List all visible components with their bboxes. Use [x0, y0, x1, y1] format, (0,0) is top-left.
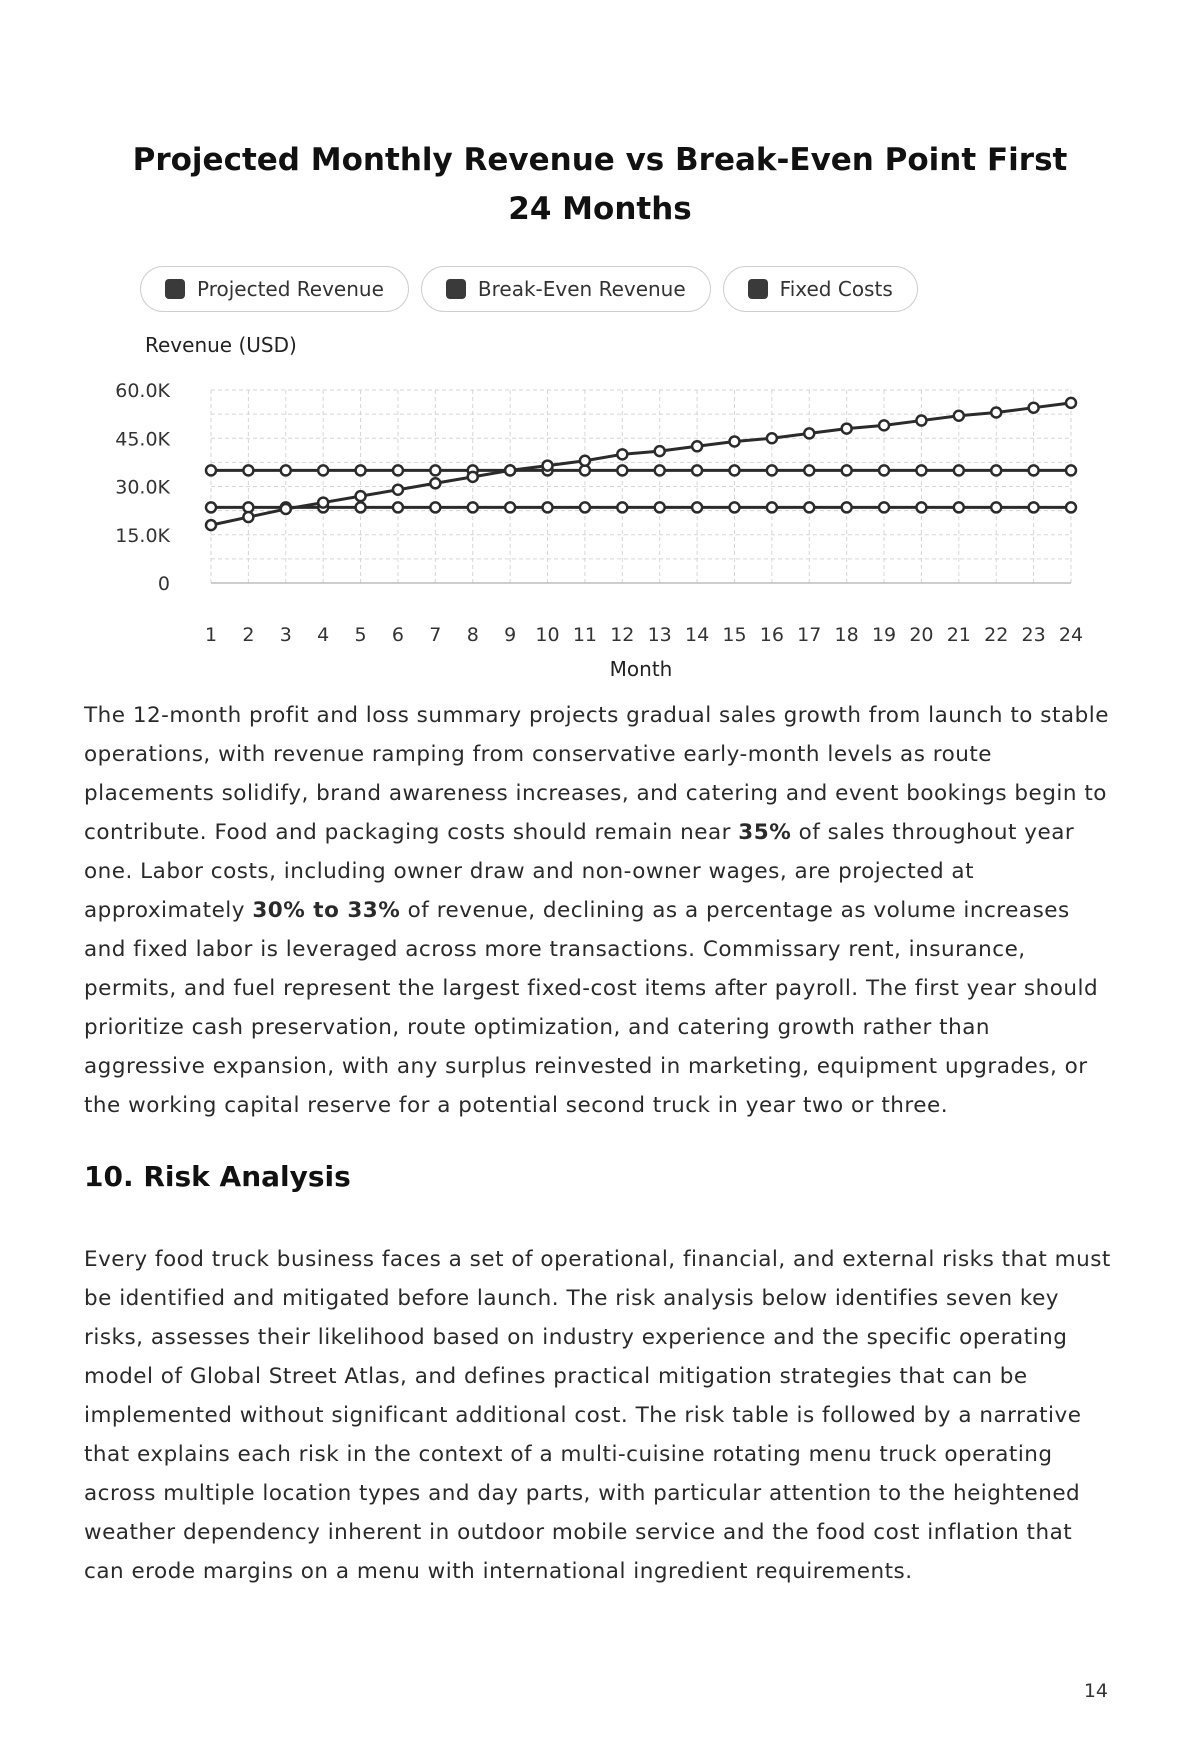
x-tick-label: 4 — [317, 624, 330, 646]
x-tick-label: 24 — [1058, 624, 1084, 646]
data-point-break-even-revenue — [1029, 465, 1039, 475]
x-tick-label: 12 — [610, 624, 635, 646]
y-tick-label: 60.0K — [115, 380, 170, 402]
data-point-projected-revenue — [1029, 403, 1039, 413]
food-cost-percent: 35% — [738, 820, 792, 845]
data-point-break-even-revenue — [206, 465, 216, 475]
data-point-fixed-costs — [842, 502, 852, 512]
x-tick-label: 19 — [871, 624, 897, 646]
y-tick-label: 45.0K — [115, 428, 170, 451]
x-tick-label: 11 — [572, 624, 598, 646]
data-point-fixed-costs — [916, 502, 926, 512]
data-point-fixed-costs — [543, 502, 553, 512]
data-point-projected-revenue — [729, 436, 739, 446]
paragraph-text: of revenue, declining as a percentage as volume increases and fixed labor is leveraged across more transactions. Commissary rent, insurance, permits, and fuel represent the largest fixed-cost items after payroll. The first year should prioritize cash preservation, route optimization, and catering growth rather than aggressive expansion, with any surplus reinvested in marketing, equipment upgrades, or the working capital reserve for a potential second truck in year two or three. — [84, 898, 1099, 1118]
line-chart — [0, 0, 1200, 700]
x-tick-label: 17 — [797, 624, 822, 646]
y-tick-label: 30.0K — [115, 476, 170, 499]
x-tick-label: 14 — [684, 624, 710, 646]
x-tick-label: 20 — [909, 624, 934, 646]
x-tick-label: 6 — [391, 624, 405, 646]
data-point-projected-revenue — [468, 472, 478, 482]
data-point-break-even-revenue — [281, 465, 291, 475]
data-point-fixed-costs — [729, 502, 739, 512]
data-point-break-even-revenue — [356, 465, 366, 475]
y-tick-label: 0 — [157, 573, 170, 595]
data-point-fixed-costs — [468, 502, 478, 512]
data-point-projected-revenue — [767, 433, 777, 443]
legend-label: Fixed Costs — [779, 277, 893, 301]
data-point-projected-revenue — [543, 461, 553, 471]
data-point-projected-revenue — [879, 420, 889, 430]
x-axis-label: Month — [609, 657, 673, 681]
data-point-fixed-costs — [954, 502, 964, 512]
x-tick-label: 13 — [647, 624, 672, 646]
data-point-projected-revenue — [206, 520, 216, 530]
data-point-break-even-revenue — [692, 465, 702, 475]
data-point-projected-revenue — [842, 424, 852, 434]
data-point-projected-revenue — [580, 456, 590, 466]
legend-label: Projected Revenue — [197, 277, 384, 301]
profit-loss-paragraph — [84, 696, 1114, 1125]
data-point-break-even-revenue — [767, 465, 777, 475]
section-heading: 10. Risk Analysis — [84, 1160, 351, 1193]
data-point-fixed-costs — [1066, 502, 1076, 512]
x-tick-label: 15 — [722, 624, 747, 646]
data-point-projected-revenue — [356, 491, 366, 501]
data-point-fixed-costs — [393, 502, 403, 512]
data-point-break-even-revenue — [954, 465, 964, 475]
data-point-break-even-revenue — [393, 465, 403, 475]
page-number: 14 — [1083, 1680, 1108, 1702]
data-point-fixed-costs — [505, 502, 515, 512]
labor-cost-range: 30% to 33% — [252, 898, 401, 923]
data-point-projected-revenue — [804, 428, 814, 438]
data-point-fixed-costs — [1029, 502, 1039, 512]
data-point-break-even-revenue — [729, 465, 739, 475]
x-tick-label: 21 — [946, 624, 971, 646]
y-tick-label: 15.0K — [115, 524, 170, 547]
data-point-break-even-revenue — [243, 465, 253, 475]
data-point-projected-revenue — [655, 446, 665, 456]
data-point-fixed-costs — [206, 502, 216, 512]
x-tick-label: 10 — [535, 624, 560, 646]
x-tick-label: 9 — [504, 624, 517, 646]
risk-analysis-paragraph: Every food truck business faces a set of operational, financial, and external risks that must be identified and mitigated before launch. The risk analysis below identifies seven key risks, assesses their likelihood based on industry experience and the specific operating model of Global Street Atlas, and defines practical mitigation strategies that can be implemented without significant additional cost. The risk table is followed by a narrative that explains each risk in the context of a multi-cuisine rotating menu truck operating across multiple location types and day parts, with particular attention to the heightened weather dependency inherent in outdoor mobile service and the food cost inflation that can erode margins on a menu with international ingredient requirements. — [84, 1247, 1111, 1584]
data-point-fixed-costs — [430, 502, 440, 512]
x-tick-label: 22 — [984, 624, 1009, 646]
data-point-break-even-revenue — [655, 465, 665, 475]
x-tick-label: 7 — [429, 624, 442, 646]
data-point-fixed-costs — [804, 502, 814, 512]
data-point-break-even-revenue — [804, 465, 814, 475]
data-point-projected-revenue — [393, 485, 403, 495]
x-tick-label: 2 — [242, 624, 255, 646]
data-point-projected-revenue — [318, 498, 328, 508]
data-point-projected-revenue — [617, 449, 627, 459]
data-point-projected-revenue — [1066, 398, 1076, 408]
data-point-projected-revenue — [991, 408, 1001, 418]
x-tick-label: 8 — [466, 624, 479, 646]
data-point-fixed-costs — [655, 502, 665, 512]
data-point-projected-revenue — [243, 512, 253, 522]
data-point-break-even-revenue — [879, 465, 889, 475]
data-point-projected-revenue — [916, 416, 926, 426]
x-tick-label: 23 — [1021, 624, 1046, 646]
x-tick-label: 1 — [204, 624, 218, 646]
data-point-projected-revenue — [430, 478, 440, 488]
data-point-fixed-costs — [580, 502, 590, 512]
y-axis-label: Revenue (USD) — [145, 333, 297, 357]
legend-label: Break-Even Revenue — [477, 277, 686, 301]
data-point-fixed-costs — [879, 502, 889, 512]
data-point-break-even-revenue — [430, 465, 440, 475]
paragraph-text: of sales throughout year one. Labor costs, including owner draw and non-owner wages, are projected at approximately — [84, 820, 1075, 923]
data-point-projected-revenue — [954, 411, 964, 421]
x-tick-label: 3 — [279, 624, 292, 646]
chart-title: Projected Monthly Revenue vs Break-Even Point First 24 Months — [132, 142, 1068, 227]
data-point-break-even-revenue — [916, 465, 926, 475]
data-point-break-even-revenue — [318, 465, 328, 475]
x-tick-label: 5 — [354, 624, 367, 646]
data-point-fixed-costs — [617, 502, 627, 512]
x-tick-label: 18 — [834, 624, 859, 646]
data-point-projected-revenue — [505, 465, 515, 475]
data-point-break-even-revenue — [842, 465, 852, 475]
data-point-break-even-revenue — [617, 465, 627, 475]
data-point-break-even-revenue — [991, 465, 1001, 475]
data-point-projected-revenue — [281, 504, 291, 514]
data-point-break-even-revenue — [1066, 465, 1076, 475]
paragraph-text: The 12-month profit and loss summary projects gradual sales growth from launch to stable operations, with revenue ramping from conservative early-month levels as route placements solidify, brand awareness increases, and catering and event bookings begin to contribute. Food and packaging costs should remain near — [84, 703, 1109, 845]
data-point-projected-revenue — [692, 441, 702, 451]
x-tick-label: 16 — [759, 624, 784, 646]
data-point-fixed-costs — [991, 502, 1001, 512]
data-point-fixed-costs — [692, 502, 702, 512]
data-point-fixed-costs — [356, 502, 366, 512]
data-point-fixed-costs — [767, 502, 777, 512]
